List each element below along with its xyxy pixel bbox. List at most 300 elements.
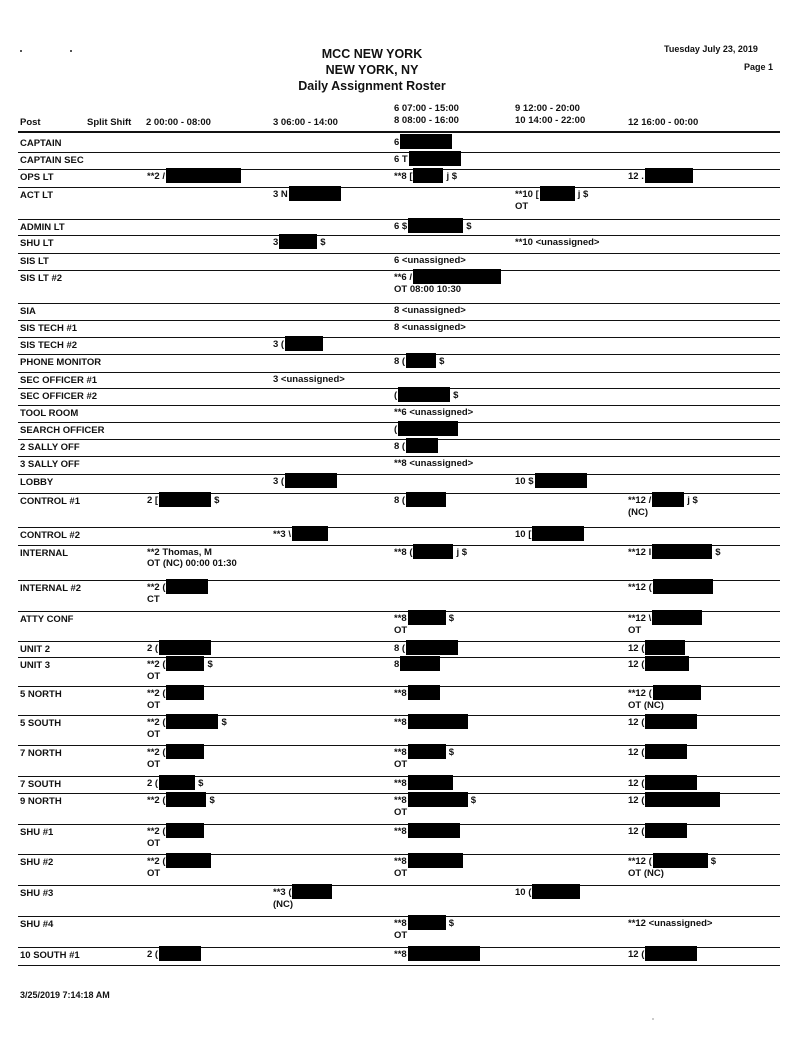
redaction-block	[408, 714, 468, 729]
post-label: INTERNAL #2	[20, 583, 82, 594]
assignment-line: 3	[273, 237, 279, 248]
assignment-line: 12 (	[628, 659, 645, 670]
post-label: TOOL ROOM	[20, 408, 79, 419]
post-label: SIS LT #2	[20, 273, 63, 284]
assignment-text	[147, 659, 213, 671]
assignment-text	[394, 255, 466, 266]
assignment-text	[273, 374, 345, 385]
header-rule	[18, 131, 780, 133]
assignment-cell	[147, 495, 219, 507]
post-label: CONTROL #1	[20, 496, 81, 507]
redaction-block	[285, 473, 337, 488]
assignment-cell	[628, 778, 697, 790]
assignment-text	[628, 643, 685, 655]
assignment-text	[394, 272, 501, 284]
assignment-text	[628, 688, 701, 700]
post-label: LOBBY	[20, 477, 54, 488]
post-label: ATTY CONF	[20, 614, 74, 625]
assignment-text	[628, 918, 712, 929]
assignment-text	[628, 856, 716, 868]
assignment-text	[628, 171, 693, 183]
post-label: SHU #4	[20, 919, 54, 930]
assignment-text	[147, 747, 204, 759]
redaction-block	[645, 792, 720, 807]
post-label: CONTROL #2	[20, 530, 81, 541]
post-label: SHU #2	[20, 857, 54, 868]
redaction-block	[166, 579, 208, 594]
assignment-cell	[628, 918, 712, 929]
redaction-block	[289, 186, 341, 201]
assignment-cell	[394, 795, 476, 818]
assignment-line: 8	[394, 659, 400, 670]
assignment-line: 8 (	[394, 441, 406, 452]
assignment-text	[394, 407, 473, 418]
assignment-text	[394, 547, 467, 559]
redaction-block	[292, 526, 328, 541]
assignment-text	[628, 613, 702, 625]
assignment-suffix: $	[448, 613, 454, 624]
assignment-line: **10 [	[515, 189, 539, 200]
post-label: UNIT 3	[20, 660, 51, 671]
redaction-block	[166, 685, 204, 700]
redaction-block	[645, 714, 697, 729]
assignment-cell	[394, 322, 466, 333]
post-label: SEC OFFICER #1	[20, 375, 98, 386]
assignment-line: **12 /	[628, 495, 652, 506]
post-label: ACT LT	[20, 190, 54, 201]
assignment-line: OT	[628, 625, 642, 636]
assignment-line: 12 (	[628, 778, 645, 789]
redaction-block	[406, 492, 446, 507]
assignment-line: OT	[394, 868, 408, 879]
assignment-text	[273, 887, 332, 899]
assignment-cell	[147, 688, 204, 711]
assignment-text	[628, 495, 698, 507]
redaction-block	[285, 336, 323, 351]
assignment-suffix: $	[448, 918, 454, 929]
assignment-line: **8 (	[394, 547, 413, 558]
scan-speck	[70, 50, 72, 52]
row-divider	[18, 885, 780, 886]
column-header-shift-2: 2 00:00 - 08:00	[146, 117, 211, 128]
assignment-line: **12 (	[628, 688, 652, 699]
assignment-line: OT	[394, 759, 408, 770]
row-divider	[18, 219, 780, 220]
assignment-line: **8 [	[394, 171, 413, 182]
assignment-line: 12 (	[628, 826, 645, 837]
assignment-cell	[628, 826, 687, 838]
assignment-text	[394, 322, 466, 333]
assignment-line: 8 (	[394, 356, 406, 367]
redaction-block	[406, 438, 438, 453]
column-header-split-shift: Split Shift	[87, 117, 132, 128]
assignment-line: **8	[394, 747, 407, 758]
assignment-line: **2 /	[147, 171, 165, 182]
redaction-block	[645, 823, 687, 838]
assignment-cell	[515, 237, 599, 248]
redaction-block	[409, 151, 461, 166]
assignment-cell	[273, 887, 332, 910]
assignment-suffix: j $	[456, 547, 468, 558]
assignment-cell	[147, 659, 213, 682]
column-header-shift-8: 8 08:00 - 16:00	[394, 115, 459, 126]
assignment-text	[515, 189, 588, 201]
assignment-line: **2 (	[147, 856, 166, 867]
assignment-line: **8	[394, 688, 407, 699]
assignment-note	[147, 759, 204, 770]
post-label: SEARCH OFFICER	[20, 425, 105, 436]
assignment-cell	[394, 137, 452, 149]
assignment-text	[147, 643, 211, 655]
scan-speck	[20, 50, 22, 52]
roster-date: Tuesday July 23, 2019	[664, 44, 758, 54]
redaction-block	[166, 714, 218, 729]
redaction-block	[166, 792, 206, 807]
assignment-line: OT	[147, 700, 161, 711]
assignment-cell	[394, 171, 457, 183]
assignment-line: **2 (	[147, 795, 166, 806]
assignment-text	[394, 613, 454, 625]
assignment-line: (	[394, 424, 398, 435]
assignment-line: 6	[394, 137, 400, 148]
assignment-line: OT (NC) 00:00 01:30	[147, 558, 237, 569]
redaction-block	[159, 492, 211, 507]
assignment-suffix: $	[221, 717, 227, 728]
assignment-cell	[394, 255, 466, 266]
assignment-line: **8	[394, 949, 407, 960]
redaction-block	[653, 579, 713, 594]
assignment-suffix: $	[453, 390, 459, 401]
assignment-note	[628, 507, 698, 518]
assignment-cell	[628, 643, 685, 655]
assignment-line: OT 08:00 10:30	[394, 284, 462, 295]
assignment-cell	[394, 221, 472, 233]
assignment-text	[628, 547, 721, 559]
assignment-cell	[628, 747, 687, 759]
assignment-line: **8 <unassigned>	[394, 458, 474, 469]
assignment-text	[394, 458, 473, 469]
assignment-line: 8 <unassigned>	[394, 322, 466, 333]
assignment-line: 10 $	[515, 476, 534, 487]
assignment-text	[394, 659, 440, 671]
row-divider	[18, 253, 780, 254]
assignment-text	[628, 717, 697, 729]
assignment-cell	[147, 547, 237, 569]
assignment-text	[394, 717, 468, 729]
assignment-text	[147, 495, 219, 507]
assignment-line: **12 <unassigned>	[628, 918, 713, 929]
assignment-cell	[394, 441, 438, 453]
redaction-block	[166, 168, 241, 183]
assignment-line: **8	[394, 826, 407, 837]
assignment-note	[147, 594, 208, 605]
assignment-suffix: $	[207, 659, 213, 670]
assignment-text	[394, 137, 452, 149]
assignment-text	[394, 778, 453, 790]
redaction-block	[653, 685, 701, 700]
redaction-block	[166, 853, 211, 868]
assignment-cell	[628, 613, 702, 636]
assignment-note	[394, 759, 454, 770]
assignment-cell	[515, 476, 587, 488]
column-header-shift-10: 10 14:00 - 22:00	[515, 115, 586, 126]
assignment-text	[394, 949, 480, 961]
assignment-note	[628, 700, 701, 711]
assignment-line: OT	[147, 729, 161, 740]
assignment-line: **3 (	[273, 887, 292, 898]
assignment-text	[394, 424, 458, 436]
row-divider	[18, 337, 780, 338]
redaction-block	[408, 792, 468, 807]
assignment-line: OT	[394, 930, 408, 941]
assignment-note	[394, 930, 454, 941]
assignment-line: **6 /	[394, 272, 412, 283]
row-divider	[18, 354, 780, 355]
assignment-line: 3 N	[273, 189, 288, 200]
assignment-text	[273, 339, 323, 351]
assignment-text	[147, 778, 203, 790]
post-label: 5 SOUTH	[20, 718, 62, 729]
assignment-note	[394, 868, 463, 879]
assignment-note	[147, 838, 204, 849]
assignment-cell	[628, 717, 697, 729]
assignment-cell	[394, 826, 460, 838]
assignment-line: **2 (	[147, 826, 166, 837]
assignment-suffix: $	[209, 795, 215, 806]
assignment-suffix: $	[320, 237, 326, 248]
assignment-cell	[394, 918, 454, 941]
redaction-block	[406, 640, 458, 655]
assignment-cell	[147, 778, 203, 790]
assignment-line: 3 <unassigned>	[273, 374, 345, 385]
row-divider	[18, 372, 780, 373]
redaction-block	[279, 234, 317, 249]
assignment-note	[628, 868, 716, 879]
assignment-suffix: j $	[687, 495, 698, 506]
assignment-text	[394, 747, 454, 759]
assignment-text	[394, 305, 466, 316]
assignment-text	[394, 356, 444, 368]
assignment-note	[394, 284, 501, 295]
assignment-text	[628, 949, 697, 961]
assignment-text	[515, 476, 587, 488]
redaction-block	[408, 853, 463, 868]
assignment-suffix: $	[439, 356, 445, 367]
assignment-line: **8	[394, 918, 407, 929]
post-label: SIA	[20, 306, 36, 317]
assignment-text	[394, 441, 438, 453]
redaction-block	[532, 884, 580, 899]
assignment-note	[394, 807, 476, 818]
assignment-line: 12 (	[628, 949, 645, 960]
redaction-block	[652, 610, 702, 625]
row-divider	[18, 320, 780, 321]
post-label: CAPTAIN SEC	[20, 155, 84, 166]
post-label: OPS LT	[20, 172, 54, 183]
post-label: 5 NORTH	[20, 689, 62, 700]
assignment-cell	[394, 424, 458, 436]
redaction-block	[400, 134, 452, 149]
post-label: 2 SALLY OFF	[20, 442, 80, 453]
redaction-block	[645, 656, 689, 671]
assignment-line: OT	[147, 759, 161, 770]
assignment-line: **2 (	[147, 659, 166, 670]
assignment-line: 12 (	[628, 643, 645, 654]
assignment-cell	[394, 717, 468, 729]
redaction-block	[398, 387, 450, 402]
assignment-text	[628, 747, 687, 759]
assignment-text	[515, 237, 599, 248]
assignment-cell	[394, 659, 440, 671]
assignment-line: 2 (	[147, 778, 159, 789]
redaction-block	[645, 946, 697, 961]
assignment-text	[394, 495, 446, 507]
assignment-suffix: j $	[577, 189, 589, 200]
assignment-line: **2 (	[147, 582, 166, 593]
redaction-block	[535, 473, 587, 488]
assignment-cell	[515, 887, 580, 899]
assignment-line: **8	[394, 856, 407, 867]
scan-speck	[652, 1018, 654, 1020]
redaction-block	[645, 168, 693, 183]
redaction-block	[159, 640, 211, 655]
redaction-block	[408, 946, 480, 961]
assignment-line: (NC)	[628, 507, 649, 518]
post-label: SHU #1	[20, 827, 54, 838]
assignment-text	[628, 582, 713, 594]
assignment-text	[515, 887, 580, 899]
assignment-text	[147, 949, 201, 961]
redaction-block	[408, 610, 446, 625]
assignment-note	[147, 729, 227, 740]
assignment-cell	[273, 476, 337, 488]
assignment-cell	[394, 305, 466, 316]
assignment-suffix: $	[466, 221, 472, 232]
assignment-cell	[147, 582, 208, 605]
post-label: SHU LT	[20, 238, 54, 249]
redaction-block	[408, 685, 440, 700]
assignment-text	[147, 795, 215, 807]
redaction-block	[400, 656, 440, 671]
assignment-text	[147, 856, 211, 868]
assignment-line: (	[394, 390, 398, 401]
assignment-text	[394, 390, 458, 402]
column-header-shift-12: 12 16:00 - 00:00	[628, 117, 699, 128]
assignment-cell	[394, 458, 473, 469]
assignment-cell	[394, 688, 440, 700]
assignment-cell	[394, 495, 446, 507]
redaction-block	[166, 656, 204, 671]
assignment-line: OT (NC)	[628, 700, 664, 711]
assignment-text	[394, 171, 457, 183]
assignment-line: OT (NC)	[628, 868, 664, 879]
row-divider	[18, 916, 780, 917]
assignment-suffix: j $	[446, 171, 458, 182]
assignment-line: CT	[147, 594, 160, 605]
row-divider	[18, 405, 780, 406]
assignment-cell	[394, 856, 463, 879]
assignment-line: 2 [	[147, 495, 159, 506]
assignment-line: **12 \	[628, 613, 652, 624]
assignment-cell	[628, 659, 689, 671]
row-divider	[18, 965, 780, 966]
post-label: CAPTAIN	[20, 138, 62, 149]
assignment-cell	[628, 795, 720, 807]
redaction-block	[532, 526, 584, 541]
assignment-text	[394, 154, 461, 166]
assignment-cell	[394, 643, 458, 655]
assignment-line: 12 (	[628, 717, 645, 728]
assignment-text	[394, 856, 463, 868]
row-divider	[18, 152, 780, 153]
org-city: NEW YORK, NY	[325, 63, 419, 77]
assignment-line: OT	[147, 868, 161, 879]
assignment-note	[147, 558, 237, 569]
redaction-block	[652, 492, 684, 507]
assignment-line: **2 (	[147, 717, 166, 728]
post-label: 10 SOUTH #1	[20, 950, 80, 961]
redaction-block	[408, 915, 446, 930]
assignment-cell	[394, 390, 458, 402]
post-label: ADMIN LT	[20, 222, 65, 233]
post-label: SIS TECH #1	[20, 323, 78, 334]
assignment-line: **3 \	[273, 529, 291, 540]
post-label: SHU #3	[20, 888, 54, 899]
assignment-text	[394, 826, 460, 838]
assignment-cell	[628, 547, 721, 559]
redaction-block	[292, 884, 332, 899]
redaction-block	[398, 421, 458, 436]
assignment-line: **12 (	[628, 856, 652, 867]
assignment-line: **10 <unassigned>	[515, 237, 600, 248]
assignment-text	[394, 795, 476, 807]
redaction-block	[159, 775, 195, 790]
row-divider	[18, 270, 780, 271]
assignment-text	[515, 529, 584, 541]
assignment-cell	[273, 374, 345, 385]
assignment-text	[628, 795, 720, 807]
assignment-line: **8	[394, 717, 407, 728]
assignment-text	[394, 918, 454, 930]
assignment-line: 2 (	[147, 643, 159, 654]
assignment-note	[515, 201, 588, 212]
redaction-block	[408, 744, 446, 759]
assignment-text	[273, 237, 326, 249]
assignment-cell	[628, 856, 716, 879]
assignment-line: 3 (	[273, 476, 285, 487]
assignment-line: **12 I	[628, 547, 652, 558]
redaction-block	[653, 853, 708, 868]
print-timestamp: 3/25/2019 7:14:18 AM	[20, 990, 110, 1000]
page-number: Page 1	[744, 62, 774, 72]
assignment-line: OT	[394, 807, 408, 818]
column-header-shift-6: 6 07:00 - 15:00	[394, 103, 459, 114]
assignment-text	[147, 688, 204, 700]
assignment-line: 6 <unassigned>	[394, 255, 466, 266]
assignment-note	[147, 700, 204, 711]
redaction-block	[645, 775, 697, 790]
row-divider	[18, 456, 780, 457]
assignment-line: 8 (	[394, 643, 406, 654]
post-label: PHONE MONITOR	[20, 357, 102, 368]
row-divider	[18, 187, 780, 188]
post-label: SIS TECH #2	[20, 340, 78, 351]
assignment-line: OT	[147, 671, 161, 682]
assignment-cell	[273, 339, 323, 351]
assignment-line: 12 (	[628, 795, 645, 806]
assignment-line: OT	[515, 201, 529, 212]
assignment-cell	[628, 495, 698, 518]
